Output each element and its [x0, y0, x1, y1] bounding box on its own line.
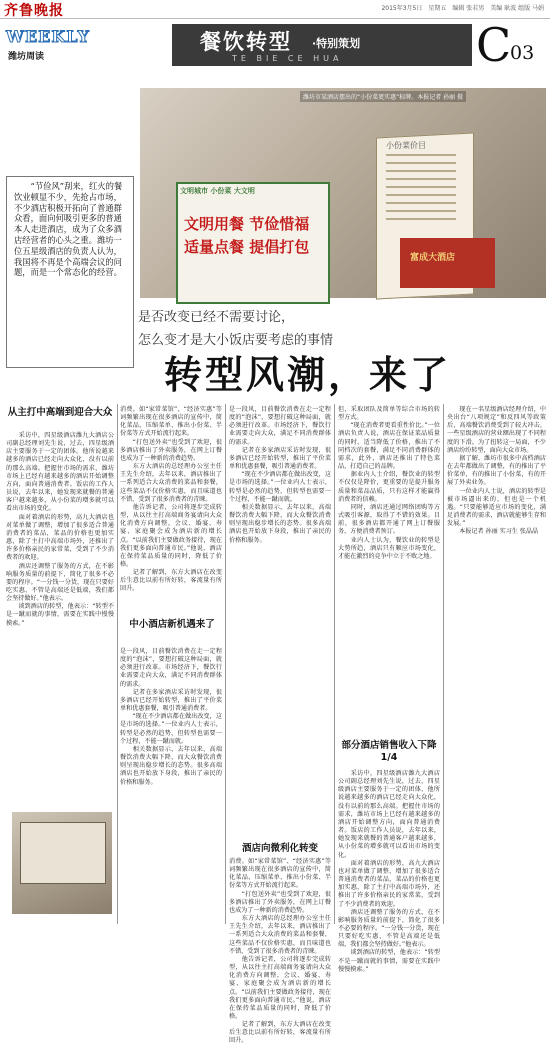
weekly-subtitle: 潍坊周读	[8, 52, 45, 62]
intro-text: “节俭风”刮来，红火的餐饮业顿显不少，先抢占市场，不少酒店积极开拓向了普通群众看，面向何吸引更多的普通本人走进酒店，成为了众多酒店经营者的心头之重。潍坊一位五星级酒店的负责人认为，我国将不再是个高端会议的问题，而是一个常态化的经营。	[14, 181, 123, 278]
menu-line	[386, 154, 456, 156]
section-pinyin: TE BIE CE HUA	[232, 54, 343, 63]
section-title: 餐饮转型	[200, 30, 292, 54]
page-number: 03	[510, 42, 535, 64]
menu-line	[386, 202, 456, 204]
weekly-logo: WEEKLY	[6, 27, 90, 46]
table-tent	[400, 238, 495, 288]
menu-line	[386, 218, 456, 220]
page-letter: C	[476, 18, 512, 72]
deck-line-2: 怎么变才是大小饭店要考虑的事情	[138, 333, 334, 348]
column-rule	[225, 404, 226, 924]
column-4b: 采访中，四星级酒店潍九大酒店公司副总经理刘先生说，过去，四星级酒店主要服务于一定的团体，他所说越来越多的酒店已经走向大众化，没有以前的那么高端。把握住市场的需求，潍坊市场上已经有越来越多的酒店开始调整方向，面向普通消费者。饭店的工作人员说，去年以来，她发现来就餐的普通客户越来越多，从小份菜的增多就可以看出市场的变化。 面对着酒店的形势，高九大酒店也对菜单做了调整，增加了很多适合普通消费者的菜品，菜品的价格也更加实惠，除了主打中高端市场外，还推出了许多价格亲民的家常菜，受到了不少消费者的欢迎。 酒店还调整了服务的方式，在不影响服务质量的前提下，简化了很多不必要的程序。“一分钱一分货，现在只要好吃实惠，不管是高端还是低端，我们都会坚持做好。”他表示。 谈到酒店的转型，他表示：“转型不是一蹴而就的事情，需要在实践中慢慢摸索。”	[338, 770, 440, 973]
menu-line	[386, 210, 456, 212]
column-3b: 消费。如“家常菜馆”、“经济实惠”等词频繁出现在很多酒店的宣传中，简化菜品、压缩菜单、推出小份菜、半份菜等方式开始流行起来。 “打包送外卖”也受到了欢迎，很多酒店推出了外卖服务，在网上订餐也成为了一种新的消费趋势。 东方大酒店的总经理办公室主任王先生介绍，去年以来，酒店推出了一系列适合大众消费的菜品和套餐，这些菜品不仅价格实惠，而且味道也不错，受到了很多消费者的青睐。 他告诉记者，公司将逐步完成转型，从以往主打高端商务宴请向大众化消费方向调整，会议、婚宴、寿宴、家庭聚会成为酒店新的增长点。“以前我们主要做政务接待，现在我们更多面向普通市民。”他说，酒店在保持菜品质量的同时，降低了价格。 记者了解到，东方大酒店在改变后生意比以前有所好转，客流量有所回升。	[229, 858, 331, 1045]
sign-slogan-1: 文明用餐 节俭惜福	[184, 215, 310, 233]
menu-line	[386, 162, 456, 164]
subhead-1: 从主打中高端到迎合大众	[7, 407, 113, 418]
table-tent-text: 富成大酒店	[410, 253, 456, 263]
column-3: 是一段风，目前餐饮消费在走一定程度的“泡沫”，要想打破这种局面，就必须进行改革。市场经济下，餐饮行业需要走向大众，满足不同消费群体的需求。 记者在多家酒店采访时发现，很多酒店已经开始转型，推出了平价菜单和优惠套餐，吸引普通消费者。 “现在不少酒店都在做出改变，这是市场的选择。”一位业内人士表示，转型是必然的趋势，但转型也需要一个过程，不能一蹴而就。 相关数据显示，去年以来，高端餐饮消费大幅下降，而大众餐饮消费则呈现出稳步增长的态势。很多高端酒店也开始放下身段，推出了亲民的价格和服务。	[229, 406, 331, 544]
menu-line	[386, 178, 456, 180]
column-2b: 是一段风，目前餐饮消费在走一定程度的“泡沫”，要想打破这种局面，就必须进行改革。市场经济下，餐饮行业需要走向大众，满足不同消费群体的需求。 记者在多家酒店采访时发现，很多酒店已经开始转型，推出了平价菜单和优惠套餐，吸引普通消费者。 “现在不少酒店都在做出改变，这是市场的选择。”一位业内人士表示，转型是必然的趋势，但转型也需要一个过程，不能一蹴而就。 相关数据显示，去年以来，高端餐饮消费大幅下降，而大众餐饮消费则呈现出稳步增长的态势。很多高端酒店也开始放下身段，推出了亲民的价格和服务。	[120, 648, 222, 786]
bottom-photo-menu	[20, 822, 106, 884]
newspaper-logo: 齐鲁晚报	[4, 3, 64, 19]
deck-line-1: 是否改变已经不需要讨论，	[138, 310, 295, 325]
column-rule	[117, 404, 118, 924]
column-5: 现在一名星级酒店经理介绍，中央出台“八项规定”和反四风等政策后，高端餐饮消费受到了较大冲击，一些星级酒店的营业额出现了不同程度的下滑。为了扭转这一局面，不少酒店纷纷转型，面向大众市场。 据了解，潍坊市很多中高档酒店在去年都做出了调整，有的推出了平价菜单，有的推出了小份菜，有的开展了外卖业务。 一位业内人士说，酒店的转型是被市场逼出来的，但也是一个机遇。“只要能够适应市场的变化，满足消费者的需求，酒店就能够生存和发展。” 本报记者 孙丽 实习生 张晶晶	[447, 406, 546, 536]
sign-heading: 文明城市 小份菜 大文明	[180, 187, 255, 195]
sign-slogan-2: 适量点餐 提倡打包	[184, 238, 310, 256]
menu-line	[386, 194, 456, 196]
column-2: 消费。如“家常菜馆”、“经济实惠”等词频繁出现在很多酒店的宣传中，简化菜品、压缩菜单、推出小份菜、半份菜等方式开始流行起来。 “打包送外卖”也受到了欢迎，很多酒店推出了外卖服务，在网上订餐也成为了一种新的消费趋势。 东方大酒店的总经理办公室主任王先生介绍，去年以来，酒店推出了一系列适合大众消费的菜品和套餐，这些菜品不仅价格实惠，而且味道也不错，受到了很多消费者的青睐。 他告诉记者，公司将逐步完成转型，从以往主打高端商务宴请向大众化消费方向调整，会议、婚宴、寿宴、家庭聚会成为酒店新的增长点。“以前我们主要做政务接待，现在我们更多面向普通市民。”他说，酒店在保持菜品质量的同时，降低了价格。 记者了解到，东方大酒店在改变后生意比以前有所好转，客流量有所回升。	[120, 406, 222, 593]
column-rule	[443, 404, 444, 924]
column-1: 采访中，四星级酒店潍九大酒店公司副总经理刘先生说，过去，四星级酒店主要服务于一定的团体，他所说越来越多的酒店已经走向大众化，没有以前的那么高端。把握住市场的需求，潍坊市场上已经有越来越多的酒店开始调整方向，面向普通消费者。饭店的工作人员说，去年以来，她发现来就餐的普通客户越来越多，从小份菜的增多就可以看出市场的变化。 面对着酒店的形势，高九大酒店也对菜单做了调整，增加了很多适合普通消费者的菜品，菜品的价格也更加实惠，除了主打中高端市场外，还推出了许多价格亲民的家常菜，受到了不少消费者的欢迎。 酒店还调整了服务的方式，在不影响服务质量的前提下，简化了很多不必要的程序。“一分钱一分货，现在只要好吃实惠，不管是高端还是低端，我们都会坚持做好。”他表示。 谈到酒店的转型，他表示：“转型不是一蹴而就的事情，需要在实践中慢慢摸索。”	[6, 432, 114, 627]
subhead-3: 酒店向微利化转变	[241, 843, 318, 854]
issue-meta: 2015年3月5日 星期五 编辑 张若男 美编 耿波 组版 马娟	[381, 5, 544, 12]
subhead-4: 部分酒店销售收入下降1/4	[341, 740, 437, 763]
column-rule	[334, 404, 335, 924]
menu-card-title: 小份菜价目	[386, 141, 426, 150]
photo-caption: 潍坊市某酒店摆出的“小份菜更实惠”标牌。本报记者 孙丽 摄	[300, 91, 466, 102]
menu-line	[386, 186, 456, 188]
column-4: 但，采取团队及简单等综合市场的转型方式。 “现在消费者更看重性价比。”一位酒店负责人说，酒店在保证菜品质量的同时，适当降低了价格，推出了不同档次的套餐，满足不同消费群体的需求，此外，酒店还推出了特色菜品，打造自己的品牌。 据业内人士介绍，餐饮业的转型不仅仅是降价，更重要的是提升服务质量和菜品品质，只有这样才能赢得消费者的信赖。 同时，酒店还通过网络团购等方式吸引客源，取得了不错的效果。目前，很多酒店都开通了网上订餐服务，方便消费者预订。 业内人士认为，餐饮业的转型是大势所趋，酒店只有顺应市场变化，才能在激烈的竞争中立于不败之地。	[338, 406, 440, 560]
section-subtitle: ·特别策划	[312, 37, 361, 50]
menu-line	[386, 170, 456, 172]
headline: 转型风潮，来了	[164, 353, 452, 397]
subhead-2: 中小酒店新机遇来了	[129, 619, 215, 630]
